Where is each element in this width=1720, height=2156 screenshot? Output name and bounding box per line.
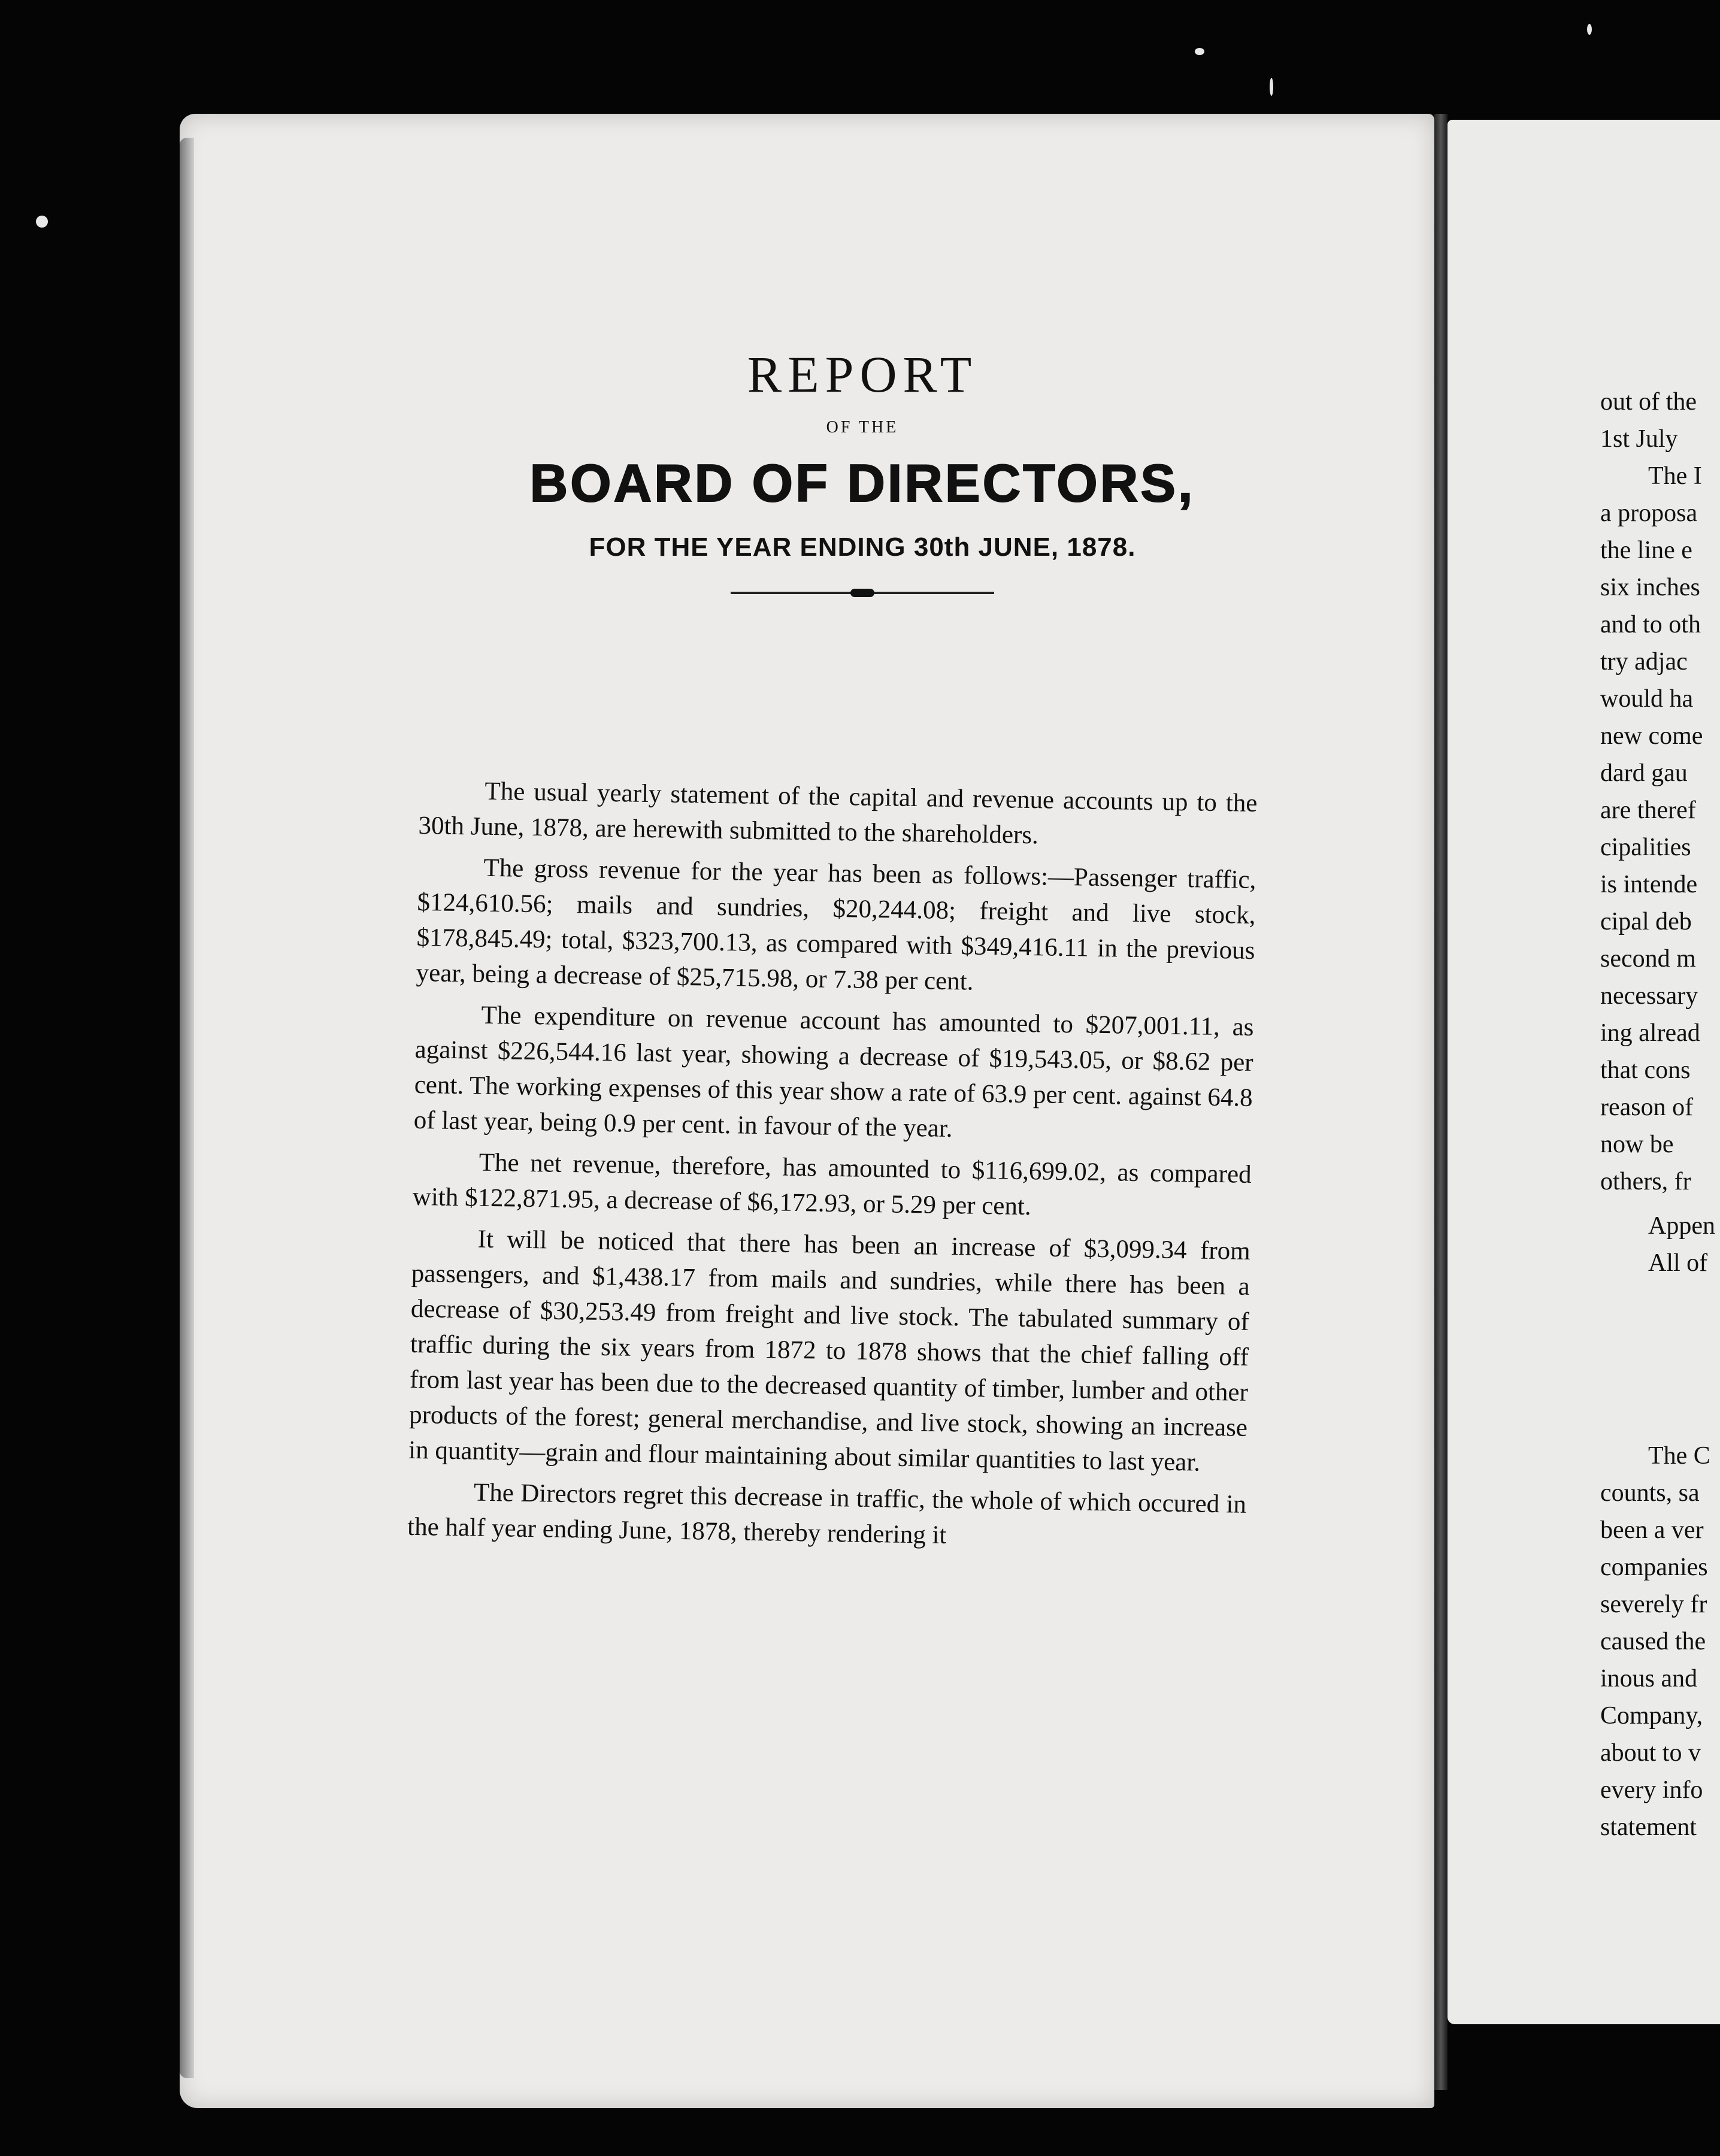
paragraph: It will be noticed that there has been an increase of $3,099.34 from passengers, and $1,438.17 from mails and sundries, while there has been a decrease of $30,253.49 from freight and live stock. The tabulated summary of traffic during the six years from 1872 to 1878 shows that the chief falling off from last year has been due to the decreased quantity of timber, lumber and other products of the forest; general merchandise, and live stock, showing an increase in quantity—grain and flour maintaining about similar quantities to last year. <box>408 1225 1250 1477</box>
text-line: statement <box>1600 1813 1697 1841</box>
text-line: would ha <box>1600 685 1694 713</box>
text-line: is intende <box>1600 871 1698 898</box>
right-page-text <box>1600 383 1720 1846</box>
of-the-line: OF THE <box>826 418 899 437</box>
paragraph: The expenditure on revenue account has amounted to $207,001.11, as against $226,544.16 last year, showing a decrease of $19,543.05, or $8.62 per cent. The working expenses of this year show a rate of 63.9 per cent. against 64.8 of last year, being 0.9 per cent. in favour of the year. <box>413 1001 1254 1143</box>
text-line: six inches <box>1600 574 1700 601</box>
text-line: Appen <box>1648 1212 1715 1240</box>
report-title: REPORT <box>747 346 978 403</box>
text-line: cipal deb <box>1600 908 1692 935</box>
text-line: reason of <box>1600 1094 1694 1121</box>
paragraph: The Directors regret this decrease in traffic, the whole of which occured in the half year ending June, 1878, thereby rendering it <box>407 1478 1247 1549</box>
text-line: caused the <box>1600 1628 1706 1655</box>
text-line: are theref <box>1600 797 1696 824</box>
text-line: All of <box>1648 1249 1708 1277</box>
text-line: companies <box>1600 1554 1708 1581</box>
text-line: and to oth <box>1600 611 1701 638</box>
scan-speck <box>36 216 48 228</box>
text-line: severely fr <box>1600 1591 1707 1618</box>
text-line: cipalities <box>1600 834 1691 861</box>
report-body <box>407 773 1258 1564</box>
text-line: The I <box>1648 462 1702 490</box>
text-line: the line e <box>1600 537 1692 564</box>
text-line: new come <box>1600 722 1703 750</box>
paragraph: The gross revenue for the year has been as follows:—Passenger traffic, $124,610.56; mails and sundries, $20,244.08; freight and live stock, $178,845.49; total, $323,700.13, as compared with $349,416.11 in the previous year, being a decrease of $25,715.98, or 7.38 per cent. <box>416 853 1256 996</box>
board-of-directors-title: BOARD OF DIRECTORS, <box>529 453 1195 513</box>
report-heading <box>419 341 1306 594</box>
year-ending-line: FOR THE YEAR ENDING 30th JUNE, 1878. <box>589 532 1136 562</box>
book-gutter <box>1434 114 1448 2090</box>
text-line: dard gau <box>1600 759 1688 787</box>
text-line: necessary <box>1600 982 1698 1010</box>
text-line: out of the <box>1600 388 1697 416</box>
text-line: 1st July <box>1600 425 1678 453</box>
text-line: now be <box>1600 1131 1674 1158</box>
text-line: others, fr <box>1600 1168 1691 1195</box>
text-line: every info <box>1600 1776 1703 1804</box>
paragraph: The net revenue, therefore, has amounted to $116,699.02, as compared with $122,871.95, a decrease of $6,172.93, or 5.29 per cent. <box>412 1148 1252 1221</box>
scan-speck <box>1195 48 1204 55</box>
text-line: a proposa <box>1600 499 1698 527</box>
text-line: inous and <box>1600 1665 1698 1692</box>
text-line: try adjac <box>1600 648 1688 676</box>
text-line: second m <box>1600 945 1696 973</box>
ornamental-rule <box>731 592 994 594</box>
text-line: Company, <box>1600 1702 1703 1730</box>
text-line: The C <box>1648 1442 1710 1470</box>
scan-speck <box>1587 24 1592 35</box>
text-line: ing alread <box>1600 1019 1700 1047</box>
text-line: been a ver <box>1600 1516 1704 1544</box>
paragraph: The usual yearly statement of the capital and revenue accounts up to the 30th June, 1878, are herewith submitted to the shareholders. <box>418 777 1258 850</box>
text-line: that cons <box>1600 1056 1691 1084</box>
scan-speck <box>1270 78 1273 96</box>
text-line: about to v <box>1600 1739 1701 1767</box>
text-line: counts, sa <box>1600 1479 1700 1507</box>
